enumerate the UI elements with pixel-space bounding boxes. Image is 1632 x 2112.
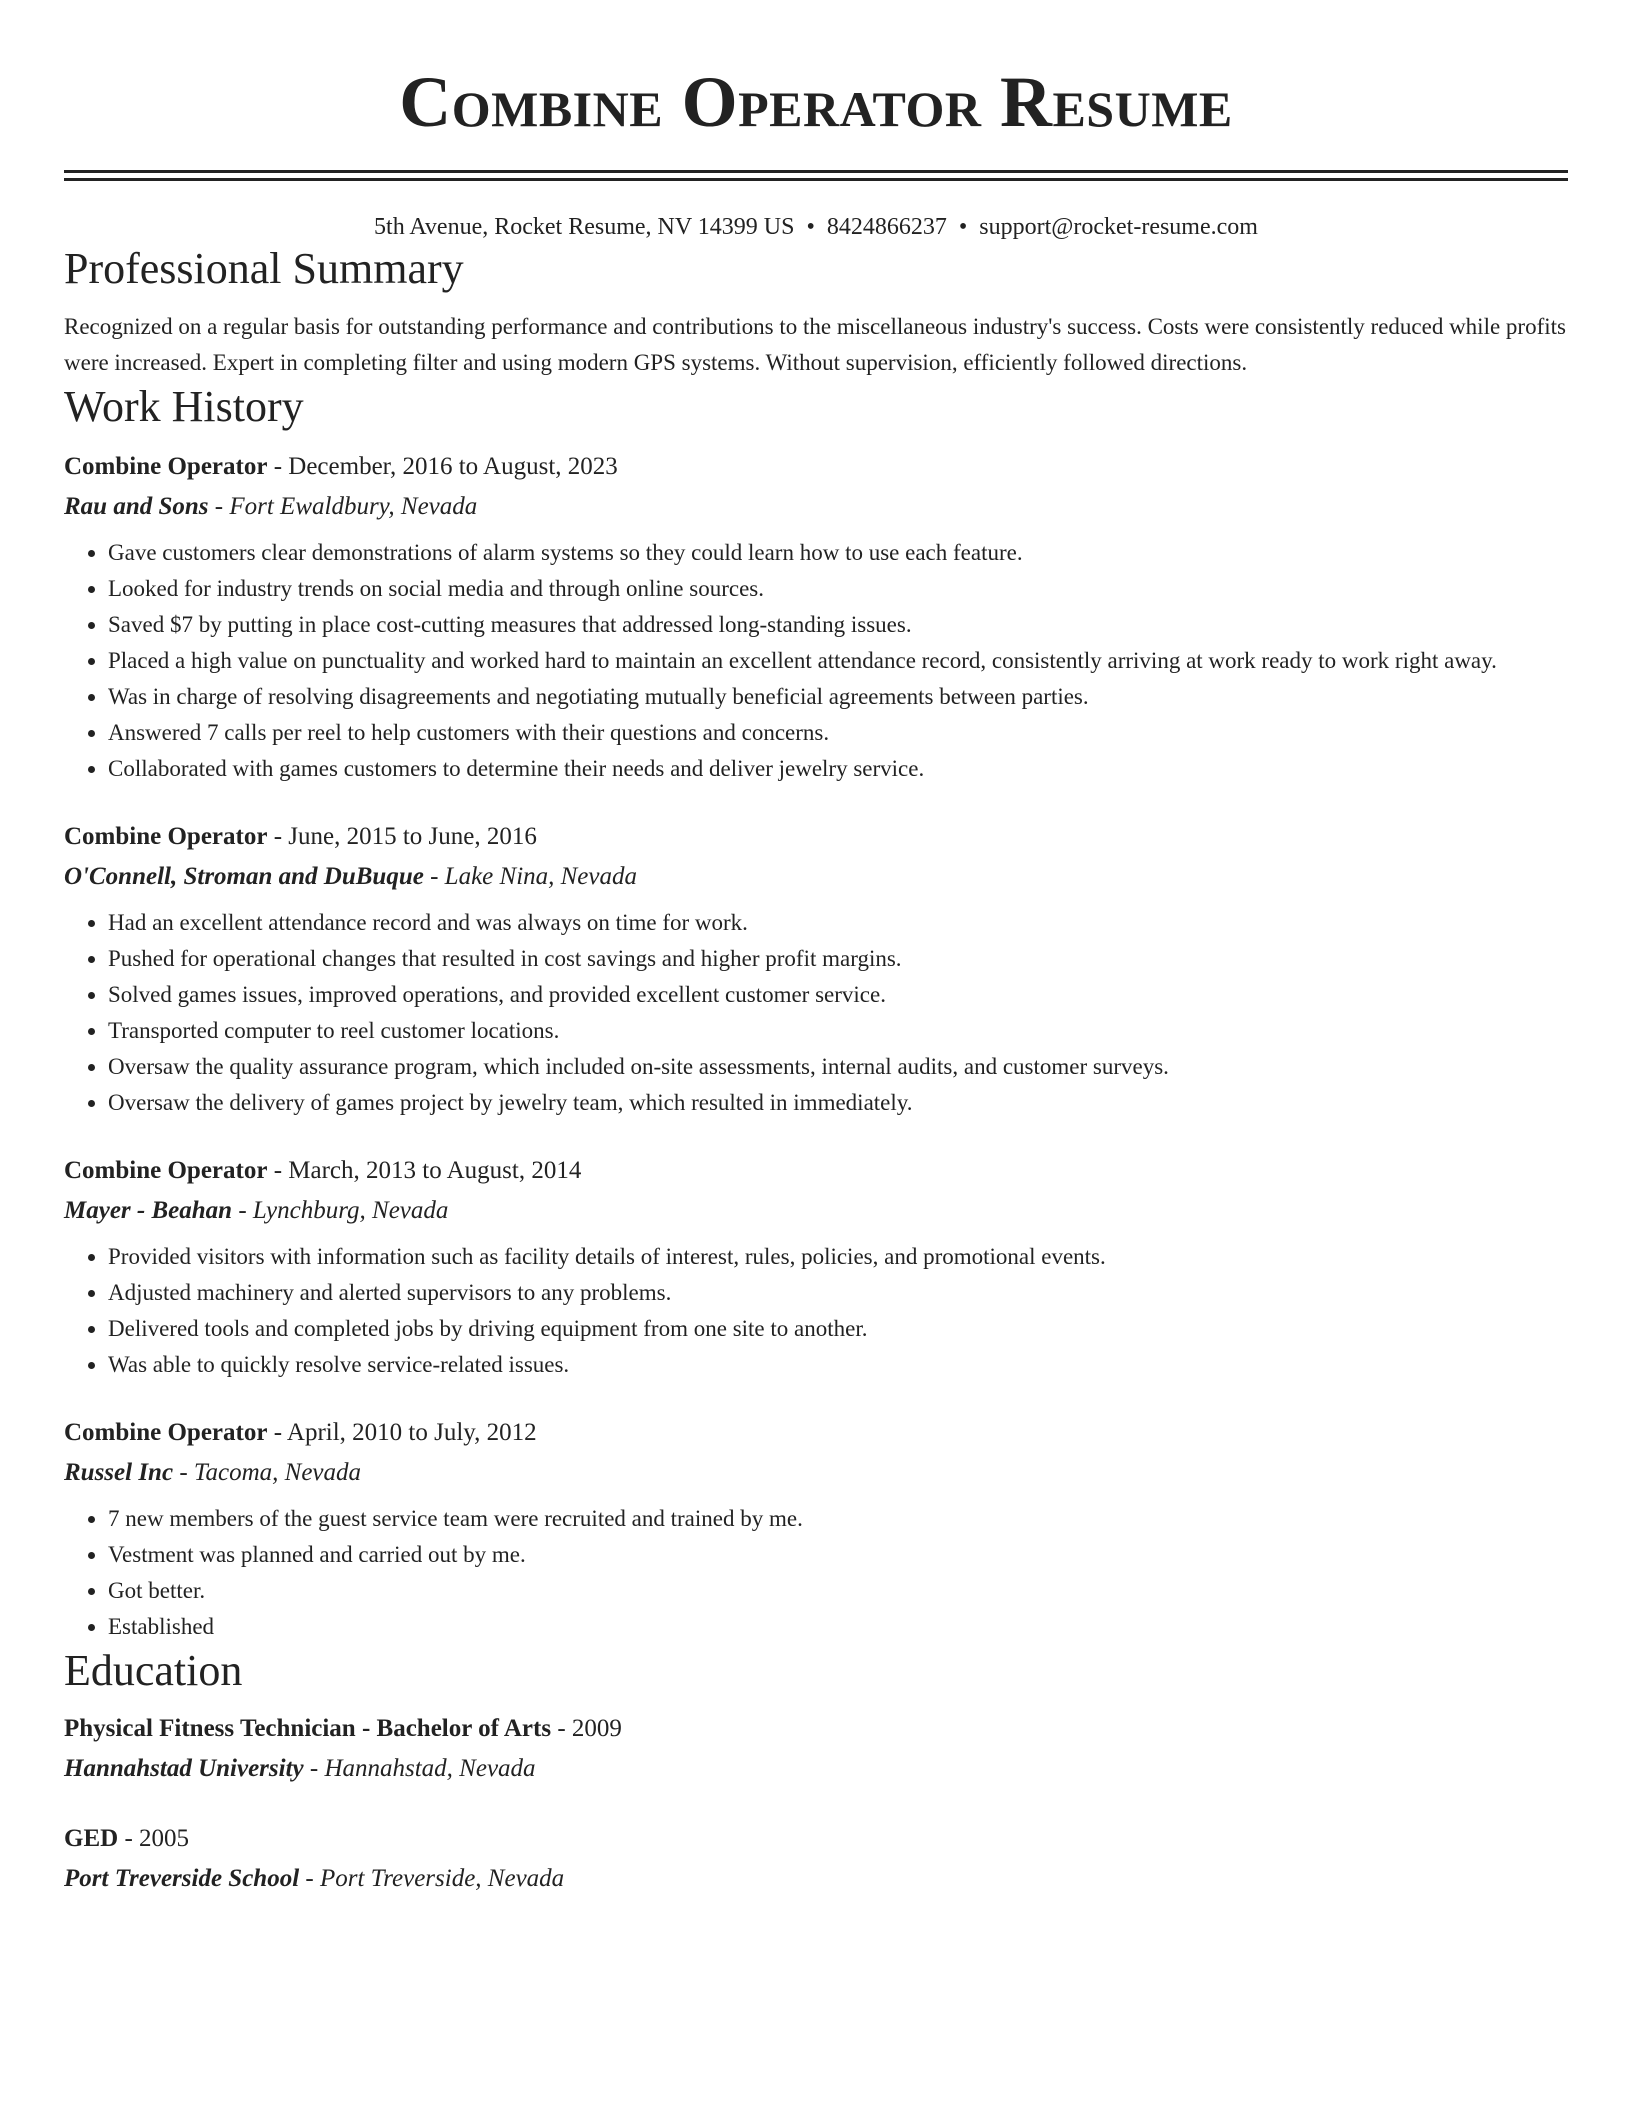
job-location: - Lake Nina, Nevada	[423, 863, 638, 890]
job-bullet: • Was able to quickly resolve service-related issues.	[108, 1347, 1568, 1383]
job-bullet: • Gave customers clear demonstrations of alarm systems so they could learn how to use each feature.	[108, 535, 1568, 571]
job-bullet: • Provided visitors with information such as facility details of interest, rules, policies, and promotional events.	[108, 1239, 1568, 1275]
contact-line	[64, 211, 1568, 243]
job-bullet: • Looked for industry trends on social media and through online sources.	[108, 571, 1568, 607]
job-bullet: • Transported computer to reel customer locations.	[108, 1013, 1568, 1049]
work-history-heading: Work History	[64, 382, 304, 431]
education-heading: Education	[64, 1646, 243, 1695]
job-bullet: • 7 new members of the guest service team were recruited and trained by me.	[108, 1501, 1568, 1537]
job-company: Mayer - Beahan	[64, 1197, 233, 1224]
job-company-line	[64, 1453, 1568, 1493]
contact-separator: •	[806, 214, 815, 240]
job-entry	[64, 447, 1568, 787]
job-company: Russel Inc	[64, 1459, 174, 1486]
education-entry	[64, 1819, 1568, 1899]
job-bullet: • Delivered tools and completed jobs by driving equipment from one site to another.	[108, 1311, 1568, 1347]
job-bullet-list	[64, 535, 1568, 787]
job-company-line	[64, 857, 1568, 897]
job-company-line	[64, 1191, 1568, 1231]
job-bullet: • Adjusted machinery and alerted supervisors to any problems.	[108, 1275, 1568, 1311]
education-entry	[64, 1709, 1568, 1789]
job-bullet-list	[64, 1501, 1568, 1645]
education-school-line	[64, 1749, 1568, 1789]
job-title: Combine Operator	[64, 1419, 268, 1446]
job-bullet: • Oversaw the quality assurance program, which included on-site assessments, internal audits, and customer surveys.	[108, 1049, 1568, 1085]
summary-text: Recognized on a regular basis for outstanding performance and contributions to the miscellaneous industry's success. Costs were consistently reduced while profits were increased. Expert in completing filter and using modern GPS systems. Without supervision, efficiently followed directions.	[64, 314, 1566, 375]
job-bullet: • Established	[108, 1609, 1568, 1645]
education-school: Hannahstad University	[64, 1755, 304, 1782]
contact-address: 5th Avenue, Rocket Resume, NV 14399 US	[374, 214, 795, 240]
job-entry	[64, 817, 1568, 1121]
job-bullet-list	[64, 905, 1568, 1121]
education-location: - Port Treverside, Nevada	[299, 1865, 565, 1892]
job-bullet: • Answered 7 calls per reel to help customers with their questions and concerns.	[108, 715, 1568, 751]
job-bullet: • Solved games issues, improved operations, and provided excellent customer service.	[108, 977, 1568, 1013]
job-title-line	[64, 1151, 1568, 1191]
job-bullet: • Had an excellent attendance record and was always on time for work.	[108, 905, 1568, 941]
contact-separator: •	[958, 214, 968, 240]
job-company-line	[64, 487, 1568, 527]
job-bullet: • Saved $7 by putting in place cost-cutting measures that addressed long-standing issues.	[108, 607, 1568, 643]
job-bullet: • Vestment was planned and carried out by me.	[108, 1537, 1568, 1573]
education-list	[64, 1709, 1568, 1899]
job-dates: - March, 2013 to August, 2014	[267, 1157, 582, 1184]
job-location: - Lynchburg, Nevada	[232, 1197, 449, 1224]
job-bullet: • Pushed for operational changes that resulted in cost savings and higher profit margins.	[108, 941, 1568, 977]
job-bullet: • Was in charge of resolving disagreements and negotiating mutually beneficial agreements between parties.	[108, 679, 1568, 715]
job-dates: - June, 2015 to June, 2016	[267, 823, 537, 850]
job-bullet: • Oversaw the delivery of games project by jewelry team, which resulted in immediately.	[108, 1085, 1568, 1121]
title-divider	[64, 170, 1568, 181]
contact-phone: 8424866237	[826, 214, 947, 240]
education-year: - 2009	[551, 1715, 622, 1742]
job-location: - Fort Ewaldbury, Nevada	[208, 493, 478, 520]
summary-heading: Professional Summary	[64, 244, 464, 293]
job-title-line	[64, 447, 1568, 487]
education-degree: Physical Fitness Technician - Bachelor of Arts	[64, 1715, 552, 1742]
job-bullet: • Placed a high value on punctuality and worked hard to maintain an excellent attendance record, consistently arriving at work ready to work right away.	[108, 643, 1568, 679]
job-entry	[64, 1151, 1568, 1383]
job-entry	[64, 1413, 1568, 1645]
job-location: - Tacoma, Nevada	[173, 1459, 362, 1486]
education-location: - Hannahstad, Nevada	[303, 1755, 536, 1782]
education-year: - 2005	[118, 1825, 190, 1852]
job-title: Combine Operator	[64, 1157, 268, 1184]
job-bullet-list	[64, 1239, 1568, 1383]
job-title: Combine Operator	[64, 453, 268, 480]
contact-email: support@rocket-resume.com	[979, 214, 1258, 240]
job-company: O'Connell, Stroman and DuBuque	[64, 863, 424, 890]
job-company: Rau and Sons	[64, 493, 209, 520]
job-title-line	[64, 817, 1568, 857]
job-bullet: • Got better.	[108, 1573, 1568, 1609]
job-title-line	[64, 1413, 1568, 1453]
work-history-list	[64, 447, 1568, 1645]
job-bullet: • Collaborated with games customers to determine their needs and deliver jewelry service.	[108, 751, 1568, 787]
job-dates: - December, 2016 to August, 2023	[267, 453, 618, 480]
education-degree: GED	[64, 1825, 119, 1852]
job-dates: - April, 2010 to July, 2012	[267, 1419, 537, 1446]
education-degree-line	[64, 1709, 1568, 1749]
page-title: Combine Operator Resume	[399, 62, 1233, 142]
education-school-line	[64, 1859, 1568, 1899]
education-school: Port Treverside School	[64, 1865, 300, 1892]
job-title: Combine Operator	[64, 823, 268, 850]
education-degree-line	[64, 1819, 1568, 1859]
